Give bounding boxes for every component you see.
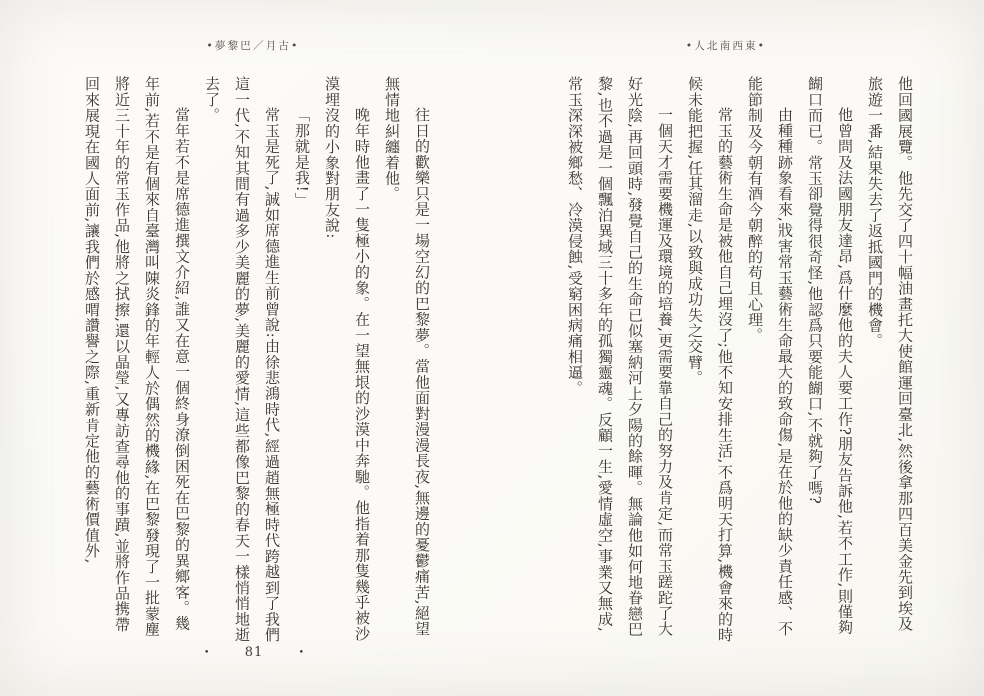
left-page-text-block	[77, 76, 437, 643]
page-number-left-dot: •	[204, 647, 210, 658]
paragraph: 一個天才需要機運及環境的培養,更需要靠自己的努力及肯定,而常玉蹉跎了大好光陰,再回頭時,發覺自己的生命已似塞納河上夕陽的餘暉。無論他如何地眷戀巴黎,也不過是一個飄泊異域三十多年的孤獨靈魂。反顧一生,愛情虛空,事業又無成,常玉深深被鄉愁、冷漠侵蝕,受窮困病痛相逼。	[566, 76, 674, 638]
page-number	[204, 645, 304, 660]
paragraph: 他曾問及法國朋友達昂,爲什麼他的夫人要工作?朋友告訴他,若不工作,則僅夠餬口而已。常玉卻覺得很奇怪,他認爲只要能餬口,不就夠了嗎?	[806, 76, 854, 636]
page-number-right-dot: •	[298, 647, 304, 658]
right-page-running-head: •人北南西東•	[685, 40, 767, 52]
paragraph: 他回國展覽。他先交了四十幅油畫托大使館運回臺北,然後拿那四百美金先到埃及旅遊一番,結果失去了返抵國門的機會。	[866, 76, 914, 632]
paragraph: 往日的歡樂只是一場空幻的巴黎夢。當他面對漫漫長夜,無邊的憂鬱痛苦,絕望無情地糾纏着他。	[383, 76, 431, 638]
paragraph: 常玉是死了,誠如席德進生前曾說:由徐悲鴻時代,經過趙無極時代跨越到了我們這一代,不知其間有過多少美麗的夢,美麗的愛情,這些都像巴黎的春天一樣悄悄地逝去了。	[203, 76, 281, 643]
page-number-value: 81	[244, 645, 264, 660]
right-page-text-block	[560, 76, 920, 643]
paragraph: 常玉的藝術生命是被他自己埋沒了;他不知安排生活,不爲明天打算,機會來的時候未能把握,任其溜走,以致與成功失之交臂。	[686, 76, 734, 643]
left-page-running-head: •夢黎巴／月古•	[206, 40, 300, 52]
paragraph: 當年若不是席德進撰文介紹,誰又在意一個終身潦倒困死在巴黎的異鄉客。幾年前,若不是有個來自臺灣叫陳炎鋒的年輕人於偶然的機緣,在巴黎發現了一批蒙塵將近三十年的常玉作品,他將之拭擦,還以晶瑩,又專訪查尋他的事蹟,並將作品携帶回來展現在國人面前,讓我們於感喟讚譽之際,重新肯定他的藝術價值外,	[83, 76, 191, 638]
paragraph: 晚年時他畫了一隻極小的象。在一望無垠的沙漠中奔馳。他指着那隻幾乎被沙漠埋沒的小象對朋友說:	[323, 76, 371, 642]
paragraph: 「那就是我!」	[293, 107, 311, 209]
paragraph: 由種種跡象看來,戕害常玉藝術生命最大的致命傷,是在於他的缺少責任感、不能節制及今朝有酒今朝醉的苟且心理。	[746, 76, 794, 638]
